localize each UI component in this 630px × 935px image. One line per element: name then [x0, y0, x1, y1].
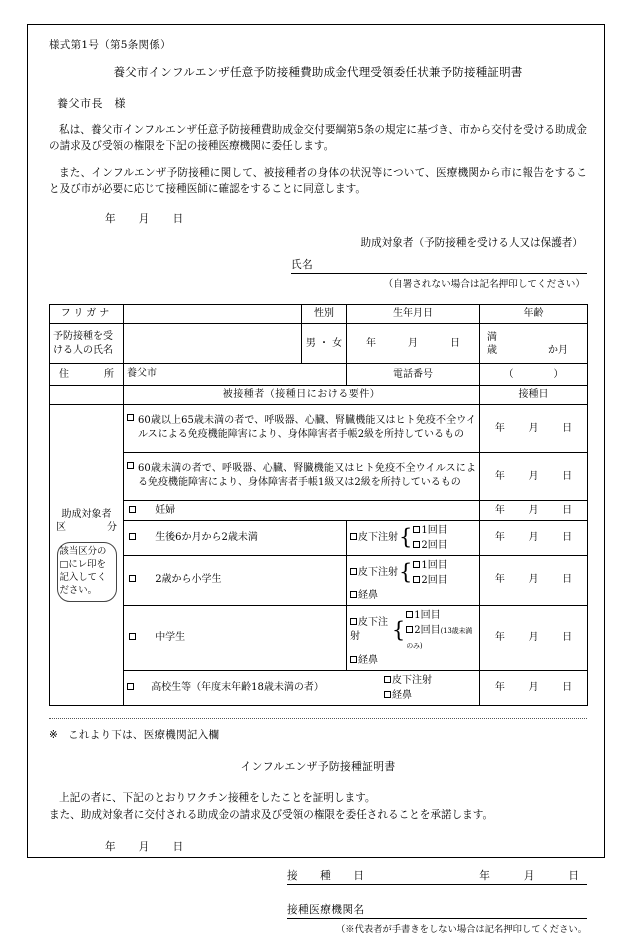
category-label-line2 [53, 521, 120, 535]
name-note: （自署されない場合は記名押印してください） [383, 279, 585, 291]
nasal-label: 経鼻 [358, 654, 378, 666]
phone-input[interactable]: （ ） [480, 364, 588, 386]
vaccdate-day-label: 日 [562, 532, 573, 544]
injection-label: 皮下注射 [358, 531, 398, 543]
dose-2[interactable] [406, 623, 476, 653]
dose-group[interactable] [406, 608, 476, 653]
vaccination-date-label: 接 種 日 [287, 870, 370, 883]
vaccdate-year-label: 年 [494, 681, 505, 693]
table-row-section-header [50, 386, 588, 405]
checkbox-icon[interactable] [350, 656, 357, 663]
signature-block [49, 868, 587, 935]
dose-2[interactable] [413, 538, 447, 553]
certificate-para-2-wrap [49, 807, 587, 824]
requirement-60to65[interactable] [124, 404, 480, 452]
paragraph-delegation [49, 122, 587, 154]
brace-icon: { [391, 617, 406, 642]
checkbox-icon[interactable] [127, 683, 134, 690]
paragraph-consent [49, 165, 587, 197]
recipient-requirements-header: 被接種者（接種日における要件） [124, 386, 480, 405]
requirement-pregnant[interactable] [124, 500, 480, 520]
paragraph-delegation-text: 私は、養父市インフルエンザ任意予防接種費助成金交付要綱第5条の規定に基づき、市から交付を受ける助成金の請求及び受領の権限を下記の接種医療機関に委任します。 [49, 124, 587, 153]
cert-date-year-label: 年 [105, 841, 116, 854]
vaccination-date-header: 接種日 [480, 386, 588, 405]
institution-note: （※代表者が手書きをしない場合は記名押印してください。 [335, 924, 587, 935]
vaccdate-day-label: 日 [562, 574, 573, 586]
address-label [50, 364, 124, 386]
nasal-label: 経鼻 [392, 689, 412, 701]
requirement-pregnant-text: 妊婦 [155, 504, 176, 516]
injection-child[interactable] [347, 555, 480, 605]
applicant-table [49, 304, 588, 705]
date-day-label: 日 [172, 213, 184, 226]
birth-day-label: 日 [450, 337, 460, 349]
table-row-name [50, 324, 588, 364]
date-year-label: 年 [105, 213, 116, 226]
vaccdate-month-label: 月 [528, 504, 539, 516]
gender-value[interactable]: 男 ・ 女 [302, 324, 347, 364]
dose-1-label: 1回目 [414, 609, 441, 621]
table-row-req-juniorhigh [50, 605, 588, 670]
addressee: 養父市長 様 [57, 97, 126, 110]
paragraph-consent-text: また、インフルエンザ予防接種に関して、被接種者の身体の状況等について、医療機関から市に報告をすること及び市が必要に応じて接種医師に確認をすることに同意します。 [49, 167, 587, 196]
injection-label: 皮下注射 [392, 674, 432, 686]
recipient-label: 助成対象者（予防接種を受ける人又は保護者） [360, 237, 583, 250]
dose-1[interactable] [413, 523, 447, 538]
vaccdate-month-label: 月 [528, 681, 539, 693]
vacc-year-label: 年 [479, 870, 490, 883]
vaccdate-day-label: 日 [562, 631, 573, 643]
vaccdate-year-label: 年 [494, 631, 505, 643]
name-input[interactable] [124, 324, 302, 364]
vacc-day-label: 日 [568, 870, 579, 883]
vaccdate-day-label: 日 [562, 681, 573, 693]
requirement-infant-text: 生後6か月から2歳未満 [155, 532, 258, 544]
name-field[interactable]: 氏名 [291, 257, 587, 274]
dose-2-note: (13歳未満のみ) [406, 626, 473, 650]
cert-date-day-label: 日 [172, 841, 184, 854]
checkbox-icon[interactable] [406, 611, 413, 618]
address-label-char1: 住 [59, 368, 69, 380]
checkbox-icon[interactable] [129, 633, 136, 640]
category-label-line1: 助成対象者 [61, 508, 112, 520]
address-label-char2: 所 [104, 368, 114, 380]
vaccdate-day-label: 日 [562, 422, 573, 434]
dose-1-label: 1回目 [421, 524, 448, 536]
requirement-child-text: 2歳から小学生 [155, 574, 222, 586]
vaccdate-year-label: 年 [494, 470, 505, 482]
requirement-juniorhigh[interactable] [124, 605, 347, 670]
certificate-paragraphs [49, 790, 587, 824]
dose-1[interactable] [413, 558, 447, 573]
checkbox-icon[interactable] [350, 568, 357, 575]
vaccdate-month-label: 月 [528, 470, 539, 482]
age-kagetsu-label: か月 [548, 344, 568, 356]
vaccdate-day-label: 日 [562, 470, 573, 482]
category-label-ku: 区 [56, 522, 66, 534]
birthdate-header: 生年月日 [347, 305, 480, 324]
table-row-furigana [50, 305, 588, 324]
injection-highschool[interactable] [384, 673, 476, 703]
injection-label: 皮下注射 [358, 566, 398, 578]
age-man-label: 満 [487, 331, 497, 343]
table-row-req-under60 [50, 452, 588, 500]
checkbox-icon[interactable] [127, 414, 134, 421]
vaccdate-month-label: 月 [528, 422, 539, 434]
vaccdate-under60[interactable] [480, 452, 588, 500]
checkbox-icon[interactable] [406, 626, 413, 633]
checkbox-icon[interactable] [127, 462, 134, 469]
vaccdate-juniorhigh[interactable] [480, 605, 588, 670]
requirement-infant[interactable] [124, 520, 347, 555]
requirement-highschool-left[interactable] [127, 681, 384, 695]
table-row-req-60to65 [50, 404, 588, 452]
injection-juniorhigh[interactable] [347, 605, 480, 670]
table-row-req-infant [50, 520, 588, 555]
vaccdate-year-label: 年 [494, 532, 505, 544]
injection-highschool-sub[interactable] [384, 673, 476, 688]
phone-label: 電話番号 [347, 364, 480, 386]
requirement-child[interactable] [124, 555, 347, 605]
table-row-req-pregnant [50, 500, 588, 520]
gender-header: 性別 [302, 305, 347, 324]
checkbox-icon[interactable] [413, 526, 420, 533]
injection-type-group[interactable] [350, 616, 391, 645]
table-row-req-child [50, 555, 588, 605]
brace-icon: { [399, 560, 413, 585]
checkbox-icon[interactable] [384, 691, 391, 698]
injection-type-group[interactable] [350, 566, 398, 581]
category-header-blank [50, 386, 124, 405]
cert-date-month-label: 月 [138, 841, 150, 854]
requirement-60to65-text: 60歳以上65歳未満の者で、呼吸器、心臓、腎臓機能又はヒト免疫不全ウイルスによる免疫機能障害により、身体障害者手帳2級を所持しているもの [138, 415, 476, 441]
certificate-title: インフルエンザ予防接種証明書 [240, 759, 396, 773]
age-input[interactable] [480, 324, 588, 364]
checkbox-icon[interactable] [350, 533, 357, 540]
category-label-bun: 分 [107, 522, 117, 534]
checkbox-icon[interactable] [413, 561, 420, 568]
vaccdate-year-label: 年 [494, 574, 505, 586]
dose-1[interactable] [406, 608, 476, 623]
vaccdate-pregnant[interactable] [480, 500, 588, 520]
certificate-para-2: また、助成対象者に交付される助成金の請求及び受領の権限を委任されることを承諾します。 [49, 808, 494, 821]
requirement-under60[interactable] [124, 452, 480, 500]
recipient-section [49, 235, 587, 250]
form-number: 様式第1号（第5条関係） [49, 39, 171, 51]
vaccdate-month-label: 月 [528, 631, 539, 643]
dose-2-label: 2回目 [414, 624, 441, 636]
certificate-date-line [49, 839, 587, 854]
injection-type-group[interactable] [350, 531, 398, 546]
age-sai-label: 歳 [487, 344, 497, 356]
checkbox-icon[interactable] [129, 575, 136, 582]
kome-mark-icon: ※ [49, 728, 59, 741]
checkbox-icon[interactable] [129, 533, 136, 540]
dose-group[interactable] [413, 558, 447, 588]
checkbox-icon[interactable] [413, 541, 420, 548]
signature-date-line [49, 211, 587, 226]
checkbox-icon[interactable] [350, 618, 357, 625]
table-row-address [50, 364, 588, 386]
name-row-label: 予防接種を受ける人の氏名 [50, 324, 124, 364]
vaccdate-year-label: 年 [494, 504, 505, 516]
requirement-highschool[interactable] [124, 670, 480, 705]
vaccdate-month-label: 月 [528, 532, 539, 544]
birthdate-input[interactable] [347, 324, 480, 364]
nasal-label: 経鼻 [358, 589, 378, 601]
document-title: 養父市インフルエンザ任意予防接種費助成金代理受領委任状兼予防接種証明書 [113, 65, 523, 79]
section-divider [49, 718, 587, 719]
nasal-highschool[interactable] [384, 688, 476, 703]
institution-name-field[interactable]: 接種医療機関名 [287, 902, 587, 919]
injection-label: 皮下注射 [350, 616, 388, 643]
name-signature-row [49, 257, 587, 274]
vaccdate-child[interactable] [480, 555, 588, 605]
nasal-juniorhigh[interactable] [350, 654, 476, 668]
date-month-label: 月 [138, 213, 150, 226]
instruction-callout: 該当区分の□にレ印を記入してください。 [57, 542, 117, 602]
dose-1-label: 1回目 [421, 559, 448, 571]
vaccdate-infant[interactable] [480, 520, 588, 555]
birth-month-label: 月 [408, 337, 418, 349]
requirement-under60-text: 60歳未満の者で、呼吸器、心臓、腎臓機能又はヒト免疫不全ウイルスによる免疫機能障害により、身体障害者手帳1級又は2級を所持しているもの [138, 463, 476, 489]
furigana-input[interactable] [124, 305, 302, 324]
age-header: 年齢 [480, 305, 588, 324]
vaccdate-year-label: 年 [494, 422, 505, 434]
requirement-highschool-text: 高校生等（年度末年齢18歳未満の者） [151, 681, 324, 693]
checkbox-icon[interactable] [384, 676, 391, 683]
certificate-para-1-wrap [49, 790, 587, 807]
checkbox-icon[interactable] [129, 506, 136, 513]
checkbox-icon[interactable] [350, 591, 357, 598]
requirement-juniorhigh-text: 中学生 [155, 631, 186, 643]
birth-year-label: 年 [366, 337, 376, 349]
form-page [27, 24, 605, 935]
nasal-child[interactable] [350, 589, 476, 603]
furigana-label: フリガナ [50, 305, 124, 324]
checkbox-icon[interactable] [413, 576, 420, 583]
medical-institution-note-text: これより下は、医療機関記入欄 [68, 728, 220, 741]
category-label-cell [50, 404, 124, 705]
vaccdate-60to65[interactable] [480, 404, 588, 452]
medical-institution-note [49, 727, 587, 742]
brace-icon: { [399, 525, 413, 550]
dose-group[interactable] [413, 523, 447, 553]
dose-2-label: 2回目 [421, 574, 448, 586]
vaccdate-day-label: 日 [562, 504, 573, 516]
injection-infant[interactable] [347, 520, 480, 555]
dose-2-label: 2回目 [421, 539, 448, 551]
vaccination-date-field[interactable] [287, 868, 587, 885]
vaccdate-month-label: 月 [528, 574, 539, 586]
certificate-para-1: 上記の者に、下記のとおりワクチン接種をしたことを証明します。 [59, 791, 376, 804]
dose-2[interactable] [413, 573, 447, 588]
address-input[interactable]: 養父市 [124, 364, 347, 386]
table-row-req-highschool [50, 670, 588, 705]
vaccination-date-values [370, 868, 587, 883]
vaccdate-highschool[interactable] [480, 670, 588, 705]
vacc-month-label: 月 [523, 870, 535, 883]
